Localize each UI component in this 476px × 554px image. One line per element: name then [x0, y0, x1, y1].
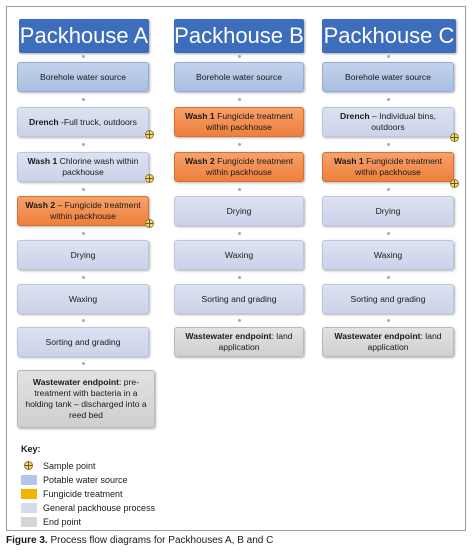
- end-swatch: [21, 517, 37, 527]
- connector: [387, 143, 390, 146]
- sample-point-icon: [145, 219, 154, 228]
- b-wash-1: Wash 1 Fungicide treatment within packhouse: [174, 107, 304, 137]
- a-waxing: Waxing: [17, 284, 149, 314]
- b-wastewater-endpoint: Wastewater endpoint: land application: [174, 327, 304, 357]
- a-wastewater-endpoint: Wastewater endpoint: pre-treatment with bacteria in a holding tank – discharged into a reed bed: [17, 370, 155, 428]
- connector: [82, 188, 85, 191]
- connector: [238, 232, 241, 235]
- b-sorting-grading: Sorting and grading: [174, 284, 304, 314]
- c-drench: Drench – Individual bins, outdoors: [322, 107, 454, 137]
- sample-point-icon: [21, 461, 37, 471]
- key-end: [21, 516, 81, 528]
- c-wastewater-endpoint: Wastewater endpoint: land application: [322, 327, 454, 357]
- connector: [387, 188, 390, 191]
- key-general-label: General packhouse process: [43, 503, 156, 513]
- header-packhouse-c: Packhouse C: [322, 19, 456, 53]
- sample-point-icon: [450, 179, 459, 188]
- connector: [387, 55, 390, 58]
- connector: [387, 232, 390, 235]
- connector: [238, 98, 241, 101]
- connector: [387, 98, 390, 101]
- connector: [82, 362, 85, 365]
- key-sample: [21, 460, 96, 472]
- connector: [82, 232, 85, 235]
- connector: [238, 143, 241, 146]
- connector: [82, 319, 85, 322]
- c-drying: Drying: [322, 196, 454, 226]
- key-fungicide-label: Fungicide treatment: [43, 489, 123, 499]
- connector: [387, 276, 390, 279]
- a-drying: Drying: [17, 240, 149, 270]
- key-potable-label: Potable water source: [43, 475, 128, 485]
- connector: [238, 188, 241, 191]
- key-potable: [21, 474, 128, 486]
- connector: [82, 98, 85, 101]
- sample-point-icon: [145, 174, 154, 183]
- figure-caption: Figure 3. Process flow diagrams for Packhouses A, B and C: [6, 535, 274, 546]
- a-sorting-grading: Sorting and grading: [17, 327, 149, 357]
- c-wash-1: Wash 1 Fungicide treatment within packhouse: [322, 152, 454, 182]
- b-borehole-source: Borehole water source: [174, 62, 304, 92]
- c-sorting-grading: Sorting and grading: [322, 284, 454, 314]
- b-drying: Drying: [174, 196, 304, 226]
- c-borehole-source: Borehole water source: [322, 62, 454, 92]
- general-swatch: [21, 503, 37, 513]
- connector: [238, 319, 241, 322]
- fungicide-swatch: [21, 489, 37, 499]
- potable-swatch: [21, 475, 37, 485]
- b-waxing: Waxing: [174, 240, 304, 270]
- connector: [238, 276, 241, 279]
- connector: [387, 319, 390, 322]
- sample-point-icon: [450, 133, 459, 142]
- a-borehole-source: Borehole water source: [17, 62, 149, 92]
- header-packhouse-b: Packhouse B: [174, 19, 304, 53]
- a-drench: Drench -Full truck, outdoors: [17, 107, 149, 137]
- c-waxing: Waxing: [322, 240, 454, 270]
- header-packhouse-a: Packhouse A: [19, 19, 149, 53]
- key-end-label: End point: [43, 517, 82, 527]
- figure-frame: [6, 6, 466, 531]
- b-wash-2: Wash 2 Fungicide treatment within packhouse: [174, 152, 304, 182]
- connector: [82, 143, 85, 146]
- key-sample-label: Sample point: [43, 461, 96, 471]
- connector: [82, 55, 85, 58]
- key-title: Key:: [21, 444, 41, 454]
- a-wash-2: Wash 2 – Fungicide treatment within packhouse: [17, 196, 149, 226]
- a-wash-1: Wash 1 Chlorine wash within packhouse: [17, 152, 149, 182]
- sample-point-icon: [145, 130, 154, 139]
- connector: [82, 276, 85, 279]
- connector: [238, 55, 241, 58]
- key-fungicide: [21, 488, 123, 500]
- key-general: [21, 502, 155, 514]
